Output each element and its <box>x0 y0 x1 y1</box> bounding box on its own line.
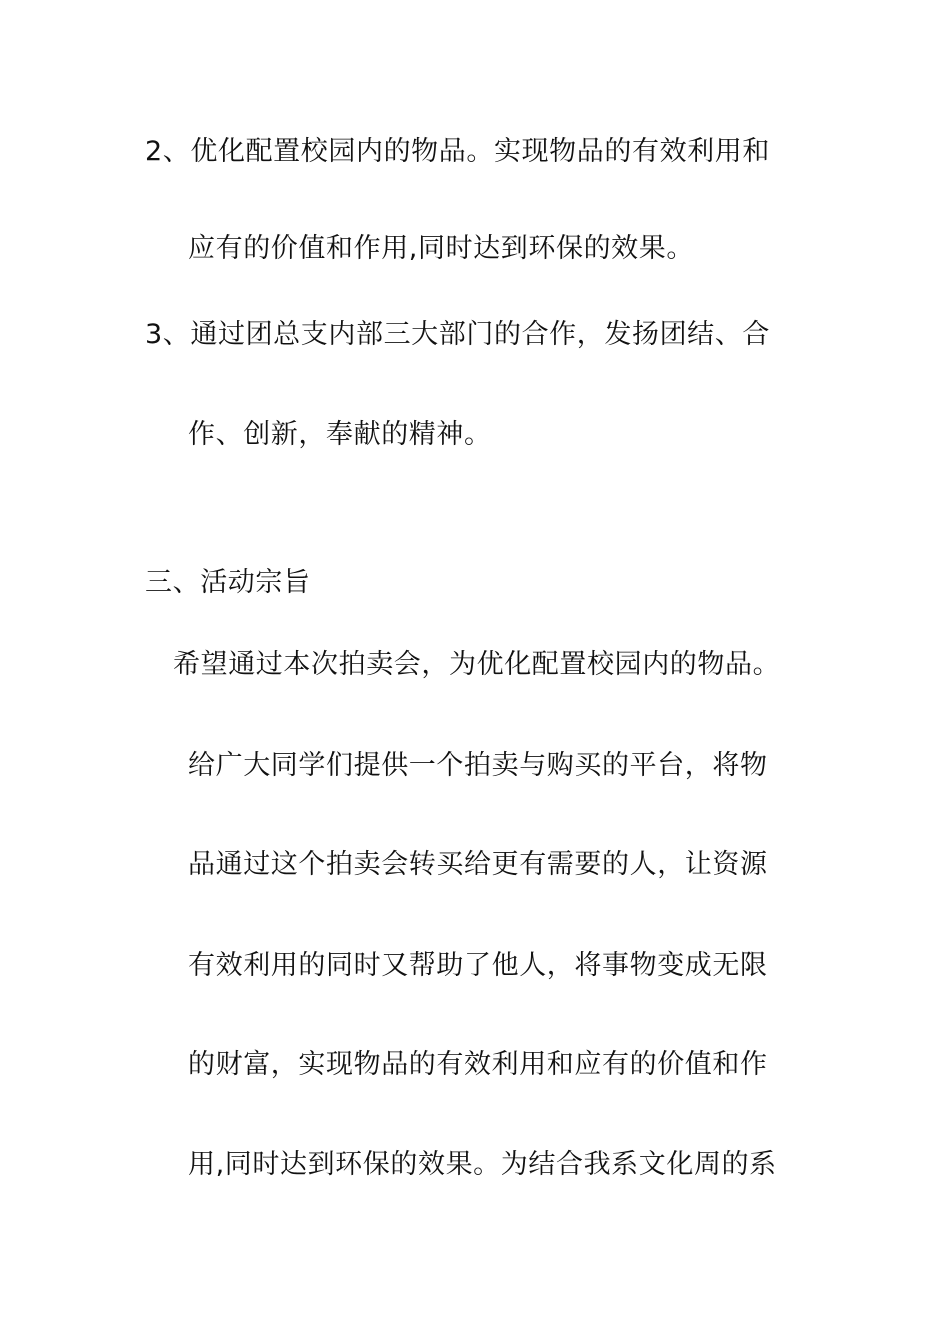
list-item-3-line-2: 作、创新，奉献的精神。 <box>188 419 492 450</box>
list-item-2-line-1: 2、优化配置校园内的物品。实现物品的有效利用和 <box>145 136 770 167</box>
list-item-2-line-2: 应有的价值和作用,同时达到环保的效果。 <box>188 233 694 264</box>
paragraph-line-1: 希望通过本次拍卖会，为优化配置校园内的物品。 <box>173 649 781 680</box>
list-item-3-line-1: 3、通过团总支内部三大部门的合作，发扬团结、合 <box>145 319 770 350</box>
paragraph-line-3: 品通过这个拍卖会转买给更有需要的人，让资源 <box>188 849 768 880</box>
paragraph-line-6: 用,同时达到环保的效果。为结合我系文化周的系 <box>188 1149 777 1180</box>
paragraph-line-5: 的财富，实现物品的有效利用和应有的价值和作 <box>188 1049 768 1080</box>
paragraph-line-4: 有效利用的同时又帮助了他人，将事物变成无限 <box>188 950 768 981</box>
paragraph-line-2: 给广大同学们提供一个拍卖与购买的平台，将物 <box>188 750 768 781</box>
section-heading: 三、活动宗旨 <box>145 567 311 598</box>
